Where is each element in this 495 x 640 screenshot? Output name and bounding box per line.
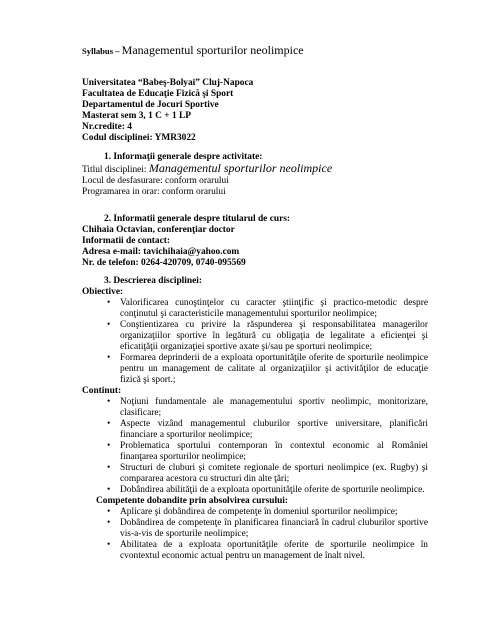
instructor-phone: Nr. de telefon: 0264-420709, 0740-095569 — [82, 258, 246, 268]
section-description — [82, 276, 452, 562]
course-title-value: Managementul sporturilor neolimpice — [148, 161, 333, 175]
course-title-label: Titlul disciplinei: — [82, 165, 149, 175]
instructor-email: Adresa e-mail: tavichihaia@yahoo.com — [82, 247, 240, 257]
competences-list — [82, 507, 452, 562]
page-title — [82, 45, 304, 58]
location-line: Locul de desfasurare: conform orarului — [82, 176, 229, 186]
section3-heading: 3. Descrierea disciplinei: — [104, 276, 202, 286]
list-item: • Noţiuni fundamentale ale managementului sportiv neolimpic, monitorizare, clasificare; — [82, 397, 428, 419]
content-list — [82, 397, 452, 496]
competences-heading: Competente dobandite prin absolvirea cursului: — [96, 496, 289, 506]
instructor-name: Chihaia Octavian, conferenţiar doctor — [82, 225, 235, 235]
list-item: • Valorificarea cunoştinţelor cu caracter ştiinţific şi practico-metodic despre conţinutul şi caracteristicile managementului sporturilor neolimpice; — [82, 298, 428, 320]
header-credits: Nr.credite: 4 — [82, 122, 132, 132]
list-item: • Structuri de cluburi şi comitete regionale de sporturi neolimpice (ex. Rugby) şi compararea acestora cu structuri din alte ţări; — [82, 463, 428, 485]
header-code: Codul disciplinei: YMR3022 — [82, 133, 196, 143]
header-semester: Masterat sem 3, 1 C + 1 LP — [82, 111, 191, 121]
header-faculty: Facultatea de Educaţie Fizică şi Sport — [82, 89, 234, 99]
section-general-info — [82, 152, 452, 198]
header-university: Universitatea “Babeş-Bolyai” Cluj-Napoca — [82, 78, 254, 88]
title-prefix: Syllabus – — [82, 46, 122, 56]
list-item: • Formarea deprinderii de a exploata oportunităţile oferite de sporturile neolimpice pentru un management de calitate al organizaţiilor şi activităţilor de educaţie fizică şi sport.; — [82, 353, 428, 386]
contact-heading: Informatii de contact: — [82, 236, 171, 246]
list-item: • Dobândirea abilităţii de a exploata oportunităţile oferite de sporturile neolimpice. — [82, 485, 428, 496]
schedule-line: Programarea in orar: conform orarului — [82, 187, 226, 197]
list-item: • Dobândirea de competenţe în planificarea financiară în cadrul cluburilor sportive vis-a-vis de sporturile neolimpice; — [82, 518, 428, 540]
header-department: Departamentul de Jocuri Sportive — [82, 100, 219, 110]
section-instructor — [82, 214, 452, 269]
section2-heading: 2. Informatii generale despre titularul de curs: — [104, 214, 290, 224]
list-item: • Aspecte vizând managementul cluburilor sportive universitare, planificări financiare a sporturilor neolimpice; — [82, 419, 428, 441]
title-name: Managementul sporturilor neolimpice — [121, 43, 304, 57]
objectives-heading: Obiective: — [82, 287, 124, 297]
list-item: • Conştientizarea cu privire la răspunderea şi responsabilitatea managerilor organizaţiilor sportive în legătură cu obligaţia de legalitate a eficienţei şi eficatiţăţii organizaţiei sportive axate şi/sau pe sporturi neolimpice; — [82, 320, 428, 353]
content-heading: Continut: — [82, 386, 122, 396]
section1-heading: 1. Informaţii generale despre activitate: — [104, 152, 263, 162]
list-item: • Abilitatea de a exploata oportunităţile oferite de sporturile neolimpice în cvontextul economic actual pentru un management de înalt nivel. — [82, 540, 428, 562]
header-block — [82, 78, 442, 144]
list-item: • Aplicare şi dobândirea de competenţe în domeniul sporturilor neolimpice; — [82, 507, 428, 518]
course-title-line — [82, 163, 452, 176]
list-item: • Problematica sportului contemporan în contextul economic al României finanţarea sporturilor neolimpice; — [82, 441, 428, 463]
objectives-list — [82, 298, 452, 386]
